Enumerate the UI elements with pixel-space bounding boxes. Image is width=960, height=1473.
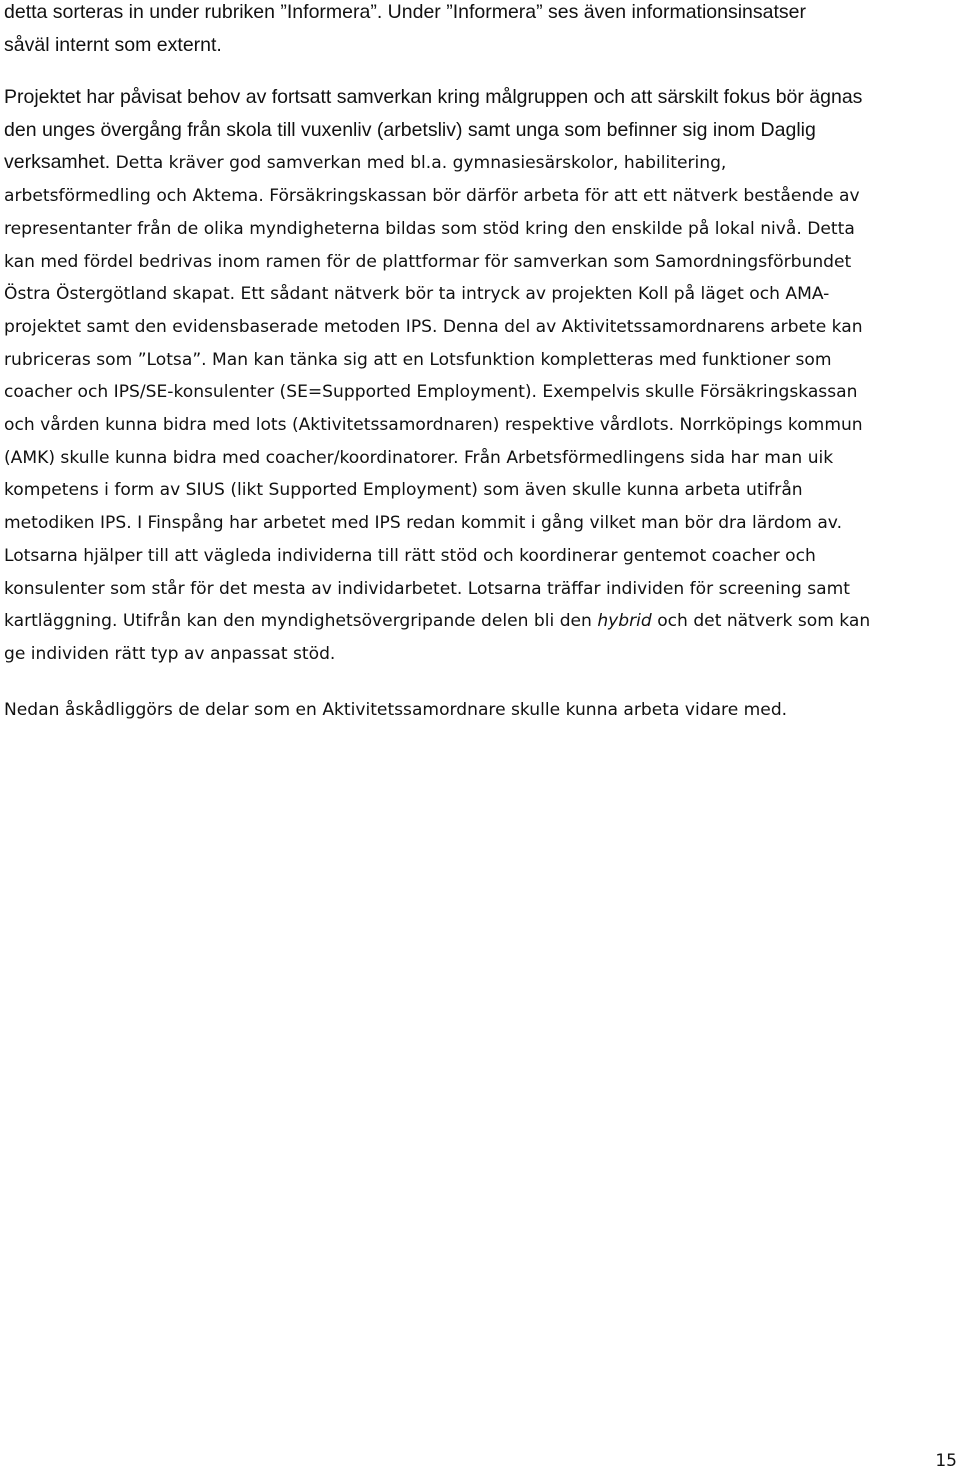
main-line-5: representanter från de olika myndigheterna bildas som stöd kring den enskilde på lokal nivå. Detta	[4, 218, 855, 239]
main-line-3	[4, 146, 870, 180]
main-line-6: kan med fördel bedrivas inom ramen för de plattformar för samverkan som Samordningsförbundet	[4, 251, 852, 272]
main-line-15: Lotsarna hjälper till att vägleda individerna till rätt stöd och koordinerar gentemot coacher och	[4, 545, 816, 566]
main-line-3-start: verksamhet.	[4, 151, 111, 174]
main-line-3-rest: Detta kräver god samverkan med bl.a. gymnasiesärskolor, habilitering,	[110, 153, 727, 174]
main-line-1: Projektet har påvisat behov av fortsatt samverkan kring målgruppen och att särskilt fokus bör ägnas	[4, 86, 863, 108]
main-line-17	[4, 605, 870, 638]
main-line-13: kompetens i form av SIUS (likt Supported Employment) som även skulle kunna arbeta utifrån	[4, 480, 803, 501]
page-number: 15	[935, 1451, 957, 1471]
main-line-14: metodiken IPS. I Finspång har arbetet med IPS redan kommit i gång vilket man bör dra lärdom av.	[4, 513, 843, 534]
main-paragraph	[4, 81, 870, 671]
main-line-11: och vården kunna bidra med lots (Aktivitetssamordnaren) respektive vårdlots. Norrköpings kommun	[4, 415, 863, 436]
main-line-16: konsulenter som står för det mesta av individarbetet. Lotsarna träffar individen för screening samt	[4, 578, 850, 599]
main-line-10: coacher och IPS/SE-konsulenter (SE=Supported Employment). Exempelvis skulle Försäkringskassan	[4, 382, 858, 403]
intro-line-1: detta sorteras in under rubriken ”Informera”. Under ”Informera” ses även informationsinsatser	[4, 1, 807, 23]
intro-line-2: såväl internt som externt.	[4, 33, 222, 56]
main-line-2: den unges övergång från skola till vuxenliv (arbetsliv) samt unga som befinner sig inom Daglig	[4, 118, 816, 141]
main-line-12: (AMK) skulle kunna bidra med coacher/koordinatorer. Från Arbetsförmedlingens sida har man uik	[4, 447, 834, 468]
main-line-4: arbetsförmedling och Aktema. Försäkringskassan bör därför arbeta för att ett nätverk bestående av	[4, 186, 860, 207]
main-line-7: Östra Östergötland skapat. Ett sådant nätverk bör ta intryck av projekten Koll på läget och AMA-	[4, 284, 830, 305]
main-line-9: rubriceras som ”Lotsa”. Man kan tänka sig att en Lotsfunktion kompletteras med funktioner som	[4, 349, 832, 370]
main-line-8: projektet samt den evidensbaserade metoden IPS. Denna del av Aktivitetssamordnarens arbete kan	[4, 316, 863, 337]
intro-paragraph	[4, 0, 806, 61]
main-line-17-start: kartläggning. Utifrån kan den myndighetsövergripande delen bli den	[4, 611, 598, 632]
hybrid-emphasis: hybrid	[597, 611, 652, 632]
main-line-18: ge individen rätt typ av anpassat stöd.	[4, 643, 336, 664]
main-line-17-end: och det nätverk som kan	[651, 611, 871, 632]
closing-paragraph: Nedan åskådliggörs de delar som en Aktivitetssamordnare skulle kunna arbeta vidare med.	[4, 700, 788, 720]
